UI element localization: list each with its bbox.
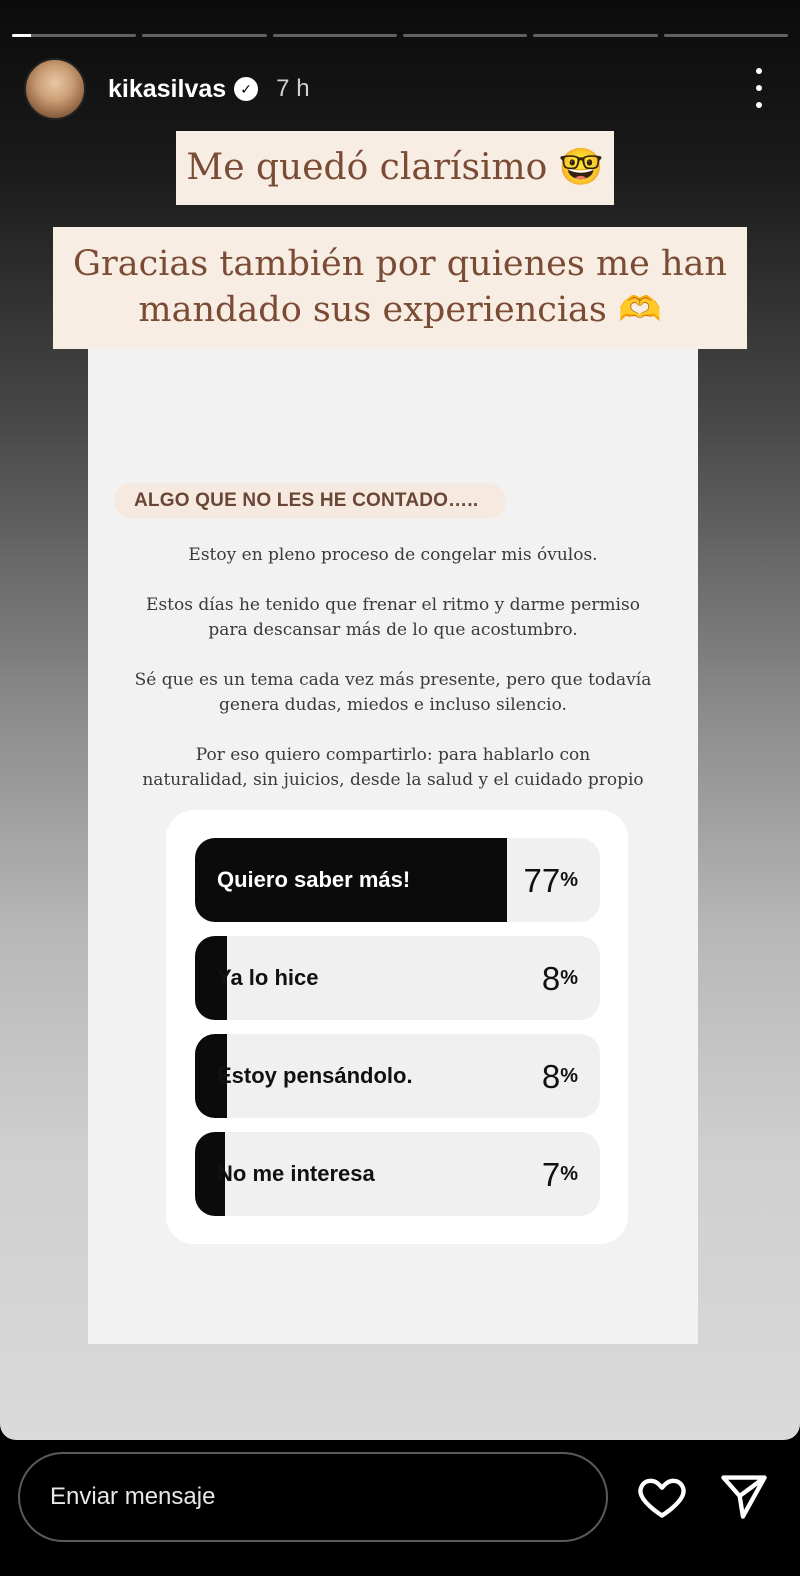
poll-option-label: Quiero saber más! bbox=[217, 867, 411, 892]
body-line: Estos días he tenido que frenar el ritmo y darme permiso bbox=[146, 595, 640, 615]
poll-option[interactable] bbox=[195, 936, 600, 1020]
sticker-line-2b: mandado sus experiencias 🫶 bbox=[138, 290, 662, 330]
body-paragraph bbox=[108, 543, 678, 568]
sticker-line-1: Me quedó clarísimo 🤓 bbox=[186, 147, 604, 188]
verified-badge-icon: ✓ bbox=[234, 77, 258, 101]
story-progress-segment bbox=[533, 34, 657, 37]
poll-option[interactable] bbox=[195, 838, 600, 922]
story-progress-fill bbox=[12, 34, 31, 37]
story-time: 7 h bbox=[276, 75, 310, 102]
poll-option-percent bbox=[542, 1132, 578, 1216]
story-progress-segment bbox=[142, 34, 266, 37]
body-line: naturalidad, sin juicios, desde la salud y el cuidado propio bbox=[142, 770, 644, 790]
poll-sticker bbox=[166, 810, 628, 1244]
poll-percent-sign: % bbox=[560, 1163, 578, 1185]
body-paragraph bbox=[108, 668, 678, 718]
body-line: Sé que es un tema cada vez más presente, pero que todavía bbox=[134, 670, 652, 690]
post-body-text bbox=[108, 543, 678, 818]
username[interactable]: kikasilvas bbox=[108, 74, 227, 103]
send-icon[interactable] bbox=[718, 1470, 770, 1522]
story-progress-bars bbox=[12, 34, 788, 38]
poll-option-percent bbox=[542, 936, 578, 1020]
body-line: para descansar más de lo que acostumbro. bbox=[208, 620, 578, 640]
poll-option-percent bbox=[523, 838, 578, 922]
body-line: genera dudas, miedos e incluso silencio. bbox=[219, 695, 567, 715]
story-progress-segment bbox=[12, 34, 136, 37]
poll-option-percent bbox=[542, 1034, 578, 1118]
poll-option-label: Estoy pensándolo. bbox=[217, 1063, 413, 1088]
more-vertical-icon[interactable] bbox=[754, 68, 764, 108]
poll-percent-sign: % bbox=[560, 869, 578, 891]
send-message-input[interactable] bbox=[18, 1452, 608, 1542]
body-line: Estoy en pleno proceso de congelar mis óvulos. bbox=[188, 545, 598, 565]
story-header bbox=[24, 58, 776, 120]
shared-post-card bbox=[88, 349, 698, 1344]
story-progress-segment bbox=[273, 34, 397, 37]
body-paragraph bbox=[108, 743, 678, 793]
poll-option[interactable] bbox=[195, 1034, 600, 1118]
poll-percent-sign: % bbox=[560, 967, 578, 989]
avatar[interactable] bbox=[24, 58, 86, 120]
poll-percent-sign: % bbox=[560, 1065, 578, 1087]
poll-percent-value: 77 bbox=[523, 862, 561, 899]
announcement-pill: ALGO QUE NO LES HE CONTADO….. bbox=[114, 483, 506, 519]
poll-option[interactable] bbox=[195, 1132, 600, 1216]
story-progress-segment bbox=[403, 34, 527, 37]
poll-option-label: No me interesa bbox=[217, 1161, 375, 1186]
heart-icon[interactable] bbox=[636, 1470, 688, 1522]
body-paragraph bbox=[108, 593, 678, 643]
text-sticker-1 bbox=[176, 131, 614, 205]
text-sticker-2 bbox=[53, 227, 747, 349]
poll-percent-value: 8 bbox=[541, 960, 561, 997]
body-line: Por eso quiero compartirlo: para hablarlo con bbox=[195, 745, 591, 765]
poll-option-label: Ya lo hice bbox=[217, 965, 319, 990]
poll-percent-value: 8 bbox=[541, 1058, 561, 1095]
poll-percent-value: 7 bbox=[541, 1156, 561, 1193]
sticker-line-2a: Gracias también por quienes me han bbox=[73, 244, 727, 284]
story-progress-segment bbox=[664, 34, 788, 37]
